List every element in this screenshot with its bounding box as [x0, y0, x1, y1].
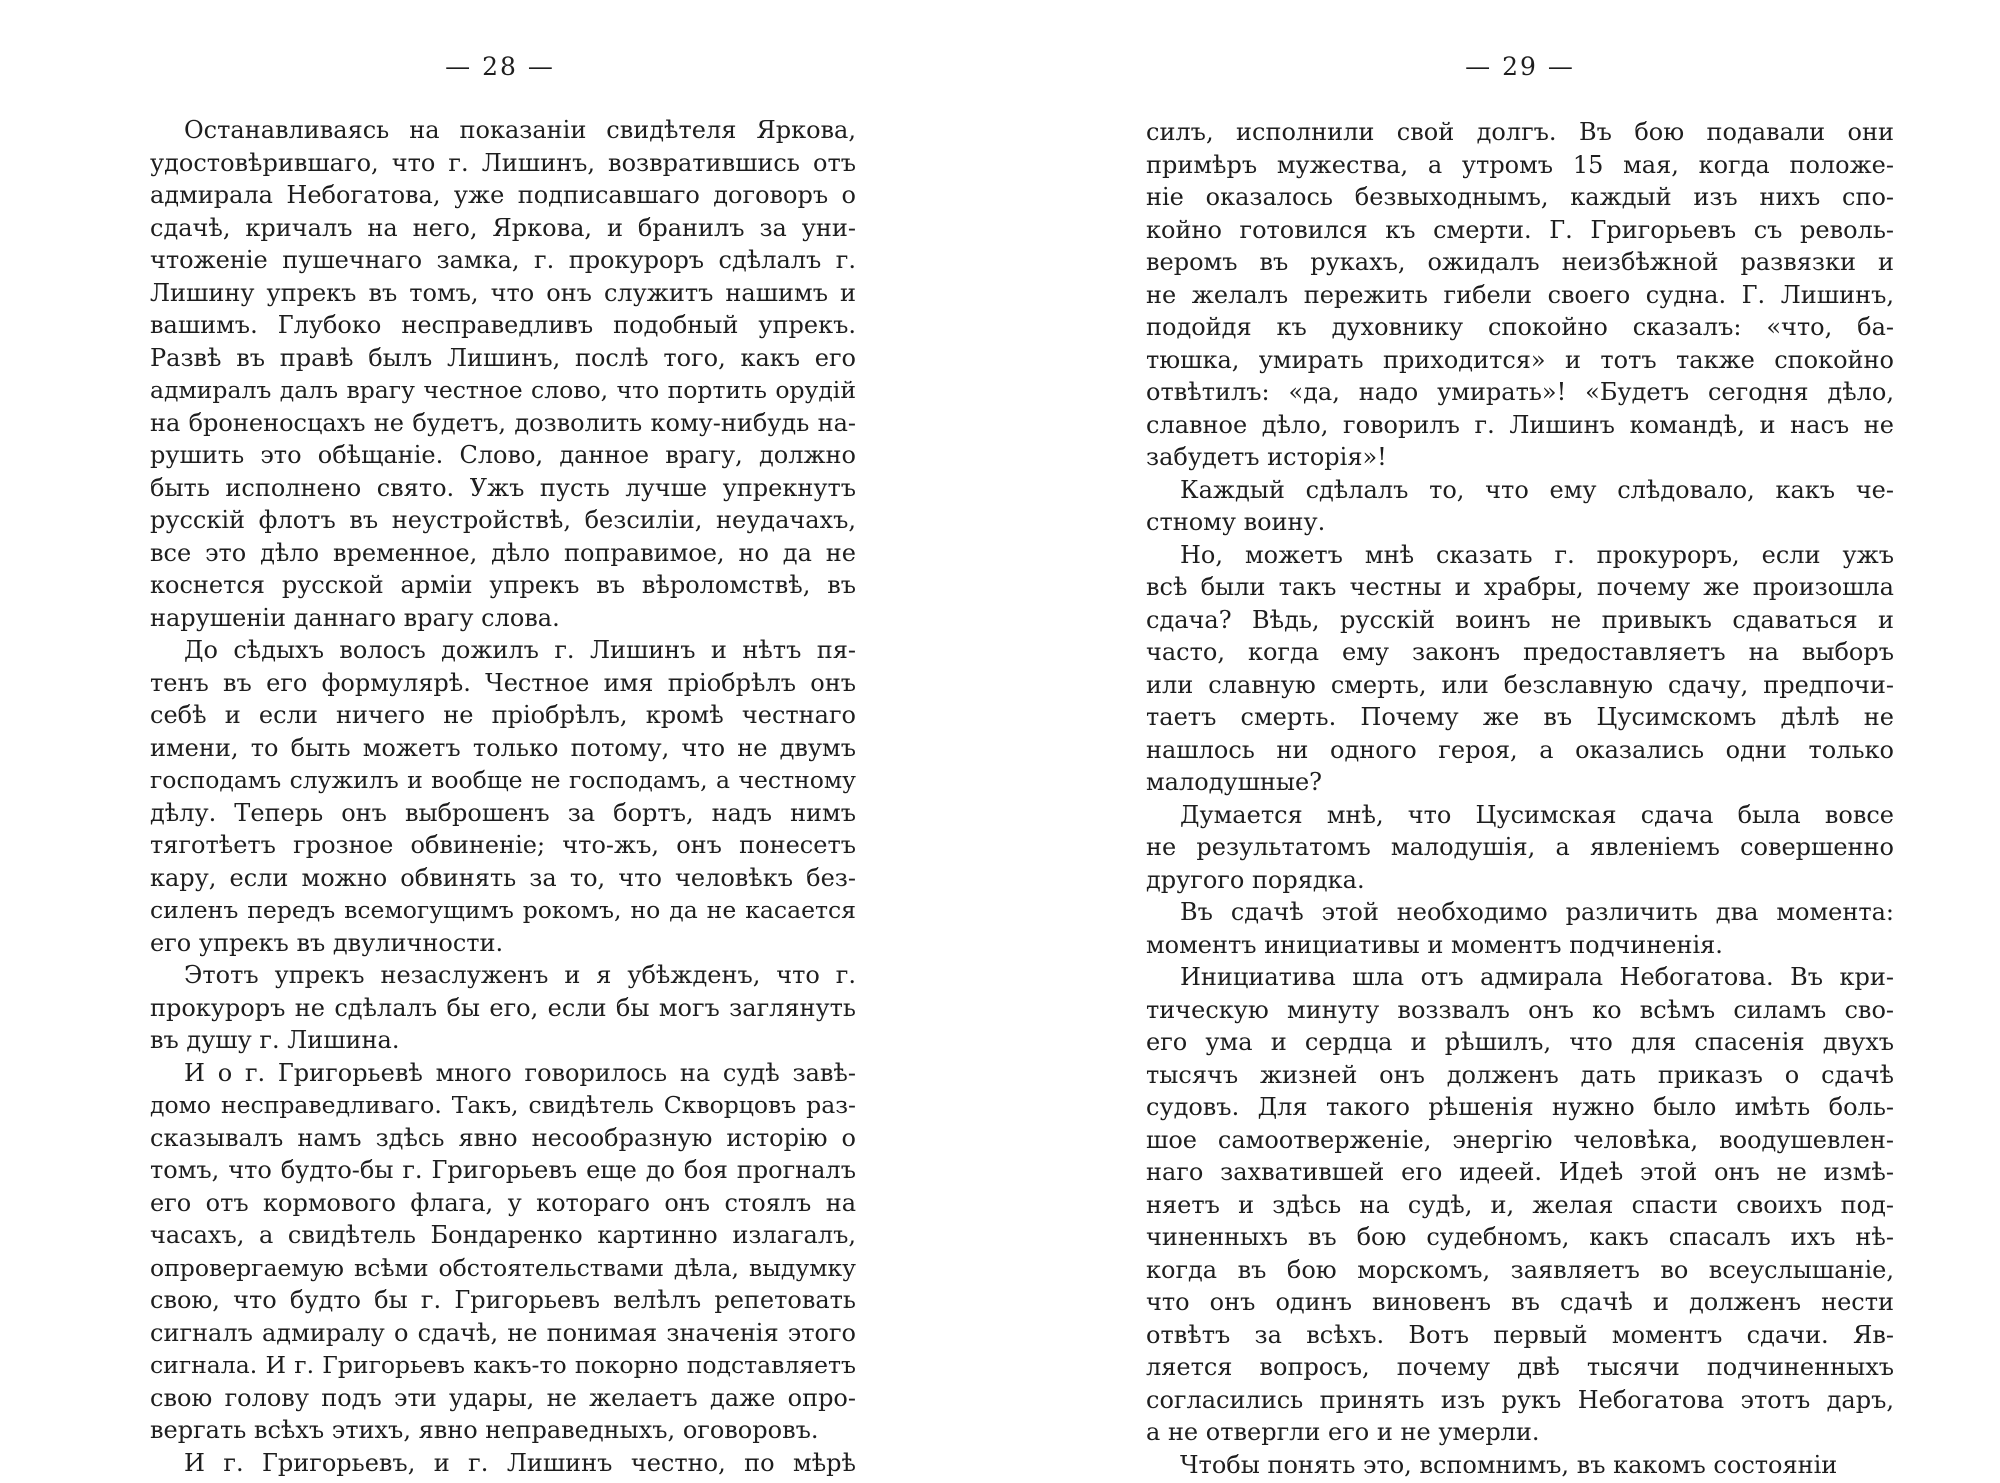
text-line: Но, можетъ мнѣ сказать г. прокуроръ, если ужъ — [1180, 540, 1894, 569]
text-line: Лишину упрекъ въ томъ, что онъ служитъ нашимъ и — [150, 278, 856, 307]
text-line: отвѣтъ за всѣхъ. Вотъ первый моментъ сдачи. Яв- — [1146, 1320, 1894, 1349]
text-line: няетъ и здѣсь на судѣ, и, желая спасти своихъ под- — [1146, 1190, 1894, 1219]
text-line: быть исполнено свято. Ужъ пусть лучше упрекнутъ — [150, 473, 856, 502]
text-line: Въ сдачѣ этой необходимо различить два момента: — [1180, 898, 1894, 926]
text-line: когда въ бою морскомъ, заявляетъ во всеуслышаніе, — [1146, 1255, 1894, 1284]
text-line: До сѣдыхъ волосъ дожилъ г. Лишинъ и нѣтъ пя- — [184, 636, 856, 664]
text-line: русскій флотъ въ неустройствѣ, безсиліи, неудачахъ, — [150, 506, 856, 534]
text-line: койно готовился къ смерти. Г. Григорьевъ съ револь- — [1146, 215, 1894, 244]
text-line: Каждый сдѣлалъ то, что ему слѣдовало, какъ че- — [1180, 475, 1894, 504]
text-line: а не отвергли его и не умерли. — [1146, 1418, 1540, 1446]
text-line: забудетъ исторія»! — [1146, 443, 1387, 471]
text-line: тенъ въ его формулярѣ. Честное имя пріобрѣлъ онъ — [150, 668, 856, 697]
text-line: домо несправедливаго. Такъ, свидѣтель Скворцовъ раз- — [150, 1091, 856, 1119]
text-line: силенъ передъ всемогущимъ рокомъ, но да не касается — [150, 896, 856, 924]
text-line: Чтобы понять это, вспомнимъ, въ какомъ состояніи — [1180, 1450, 1838, 1479]
text-line: сигнала. И г. Григорьевъ какъ-то покорно подставляетъ — [150, 1351, 856, 1379]
text-line: тысячъ жизней онъ долженъ дать приказъ о сдачѣ — [1146, 1060, 1894, 1089]
text-line: наго захватившей его идеей. Идеѣ этой онъ не измѣ- — [1146, 1158, 1894, 1186]
text-line: сказывалъ намъ здѣсь явно несообразную исторію о — [150, 1123, 856, 1152]
text-line: Думается мнѣ, что Цусимская сдача была вовсе — [1180, 800, 1894, 829]
text-line: тическую минуту воззвалъ онъ ко всѣмъ силамъ сво- — [1146, 995, 1894, 1024]
text-line: И о г. Григорьевѣ много говорилось на судѣ завѣ- — [184, 1058, 856, 1087]
text-line: подойдя къ духовнику спокойно сказалъ: «что, ба- — [1146, 313, 1894, 341]
text-line: Развѣ въ правѣ былъ Лишинъ, послѣ того, какъ его — [150, 343, 856, 372]
text-line: часахъ, а свидѣтель Бондаренко картинно излагалъ, — [150, 1221, 856, 1249]
text-line: нашлось ни одного героя, а оказались одни только — [1146, 735, 1894, 764]
text-line: на броненосцахъ не будетъ, дозволить кому-нибудь на- — [150, 408, 856, 437]
page-body — [150, 114, 856, 1479]
text-line: отвѣтилъ: «да, надо умирать»! «Будетъ сегодня дѣло, — [1146, 378, 1894, 406]
text-line: въ душу г. Лишина. — [150, 1026, 400, 1054]
text-line: господамъ служилъ и вообще не господамъ, а честному — [150, 766, 856, 794]
page-body — [1146, 116, 1894, 1481]
text-line: не результатомъ малодушія, а явленіемъ совершенно — [1146, 833, 1894, 861]
text-line: примѣръ мужества, а утромъ 15 мая, когда положе- — [1146, 150, 1894, 179]
text-line: дѣлу. Теперь онъ выброшенъ за бортъ, надъ нимъ — [150, 798, 856, 827]
page-number: — 28 — — [445, 52, 555, 81]
text-line: Этотъ упрекъ незаслуженъ и я убѣжденъ, что г. — [184, 961, 856, 989]
text-line: кару, если можно обвинять за то, что человѣкъ без- — [150, 863, 856, 892]
text-line: И г. Григорьевъ, и г. Лишинъ честно, по мѣрѣ — [184, 1448, 856, 1477]
text-line: моментъ инициативы и моментъ подчиненія. — [1146, 930, 1723, 959]
text-line: что онъ одинъ виновенъ въ сдачѣ и долженъ нести — [1146, 1288, 1894, 1316]
text-line: не желалъ пережить гибели своего судна. Г. Лишинъ, — [1146, 280, 1894, 309]
right-page — [1000, 0, 2000, 1483]
text-line: его отъ кормового флага, у котораго онъ стоялъ на — [150, 1188, 856, 1217]
page-number: — 29 — — [1465, 52, 1575, 81]
text-line: нарушеніи даннаго врагу слова. — [150, 603, 560, 632]
text-line: веромъ въ рукахъ, ожидалъ неизбѣжной развязки и — [1146, 248, 1894, 276]
text-line: силъ, исполнили свой долгъ. Въ бою подавали они — [1146, 118, 1894, 146]
text-line: прокуроръ не сдѣлалъ бы его, если бы могъ заглянуть — [150, 993, 856, 1022]
text-line: коснется русской арміи упрекъ въ вѣроломствѣ, въ — [150, 571, 856, 599]
text-line: свою, что будто бы г. Григорьевъ велѣлъ репетовать — [150, 1286, 856, 1314]
text-line: адмирала Небогатова, уже подписавшаго договоръ о — [150, 181, 856, 209]
text-line: чиненныхъ въ бою судебномъ, какъ спасалъ ихъ нѣ- — [1146, 1223, 1894, 1251]
text-line: тюшка, умирать приходится» и тотъ также спокойно — [1146, 345, 1894, 374]
text-line: Останавливаясь на показаніи свидѣтеля Яркова, — [184, 116, 856, 144]
text-line: томъ, что будто-бы г. Григорьевъ еще до боя прогналъ — [150, 1156, 856, 1184]
text-line: малодушные? — [1146, 768, 1323, 796]
text-line: удостовѣрившаго, что г. Лишинъ, возвратившись отъ — [150, 148, 856, 177]
text-line: согласились принять изъ рукъ Небогатова этотъ даръ, — [1146, 1385, 1894, 1414]
text-line: часто, когда ему законъ предоставляетъ на выборъ — [1146, 638, 1894, 666]
text-line: или славную смерть, или безславную сдачу, предпочи- — [1146, 670, 1894, 699]
text-line: сигналъ адмиралу о сдачѣ, не понимая значенія этого — [150, 1318, 856, 1347]
text-line: вашимъ. Глубоко несправедливъ подобный упрекъ. — [150, 311, 856, 339]
text-line: тяготѣетъ грозное обвиненіе; что-жъ, онъ понесетъ — [150, 831, 856, 859]
text-line: сдача? Вѣдь, русскій воинъ не привыкъ сдаваться и — [1146, 605, 1894, 634]
text-line: славное дѣло, говорилъ г. Лишинъ командѣ, и насъ не — [1146, 410, 1894, 439]
text-line: судовъ. Для такого рѣшенія нужно было имѣть боль- — [1146, 1093, 1894, 1121]
text-line: свою голову подъ эти удары, не желаетъ даже опро- — [150, 1383, 856, 1412]
text-line: рушить это обѣщаніе. Слово, данное врагу, должно — [150, 441, 856, 469]
text-line: вергать всѣхъ этихъ, явно неправедныхъ, оговоровъ. — [150, 1416, 819, 1444]
text-line: всѣ были такъ честны и храбры, почему же произошла — [1146, 573, 1894, 601]
text-line: все это дѣло временное, дѣло поправимое, но да не — [150, 538, 856, 567]
text-line: Инициатива шла отъ адмирала Небогатова. Въ кри- — [1180, 963, 1894, 991]
text-line: стному воину. — [1146, 508, 1326, 536]
text-line: другого порядка. — [1146, 865, 1365, 894]
text-line: адмиралъ далъ врагу честное слово, что портить орудій — [150, 376, 856, 404]
text-line: себѣ и если ничего не пріобрѣлъ, кромѣ честнаго — [150, 701, 856, 729]
text-line: его ума и сердца и рѣшилъ, что для спасенія двухъ — [1146, 1028, 1894, 1056]
text-line: ніе оказалось безвыходнымъ, каждый изъ нихъ спо- — [1146, 183, 1894, 211]
text-line: чтоженіе пушечнаго замка, г. прокуроръ сдѣлалъ г. — [150, 246, 856, 274]
text-line: опровергаемую всѣми обстоятельствами дѣла, выдумку — [150, 1253, 856, 1282]
text-line: шое самоотверженіе, энергію человѣка, воодушевлен- — [1146, 1125, 1894, 1154]
text-line: сдачѣ, кричалъ на него, Яркова, и бранилъ за уни- — [150, 213, 856, 242]
text-line: имени, то быть можетъ только потому, что не двумъ — [150, 733, 856, 762]
text-line: таетъ смерть. Почему же въ Цусимскомъ дѣлѣ не — [1146, 703, 1894, 731]
text-line: ляется вопросъ, почему двѣ тысячи подчиненныхъ — [1146, 1353, 1894, 1381]
text-line: его упрекъ въ двуличности. — [150, 928, 504, 957]
